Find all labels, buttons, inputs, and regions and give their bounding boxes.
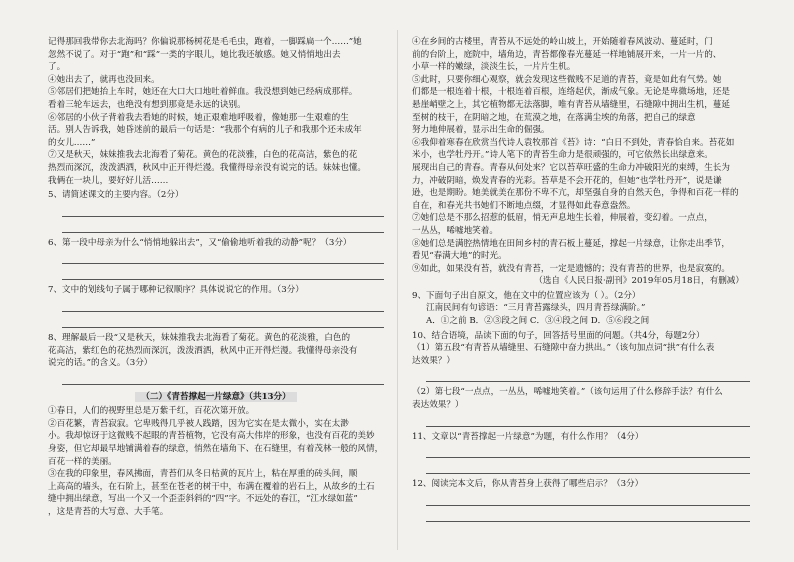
question-9: 9、下面句子出自原文，他在文中的位置应该为（ ）。（2分） bbox=[412, 290, 641, 301]
text-line: ③在我的印象里，春风拂面，青苔们从冬日枯黄的瓦片上，粘在厚重的砖头间，顺 bbox=[48, 469, 358, 480]
text-line: ⑥我仰着寒春在欣赏当代诗人袁牧那首《苔》诗：“白日不到处，青春恰自来。苔花如 bbox=[412, 137, 735, 148]
text-line: ⑧她们总是满腔热情地在田间乡村的青石板上蔓延，撑起一片绿意，让你走出季节， bbox=[412, 238, 730, 249]
question-9-quote: 江南民间有句谚语：“三月青苔露绿头，四月青苔绿满阶。” bbox=[426, 303, 646, 314]
text-line: 了。 bbox=[48, 62, 66, 73]
text-line: ⑦又是秋天，妹妹推我去北海看了菊花。黄色的花淡雅，白色的花高洁，紫色的花 bbox=[48, 150, 358, 161]
question-10-1: （1）第五段“有青苔从墙缝里、石缝隙中奋力拱出。”（该句加点词“拱”有什么表 bbox=[412, 343, 715, 354]
text-line: ⑦她们总是不那么招惹的低眉，悄无声息地生长着，伸展着，变幻着。一点点， bbox=[412, 213, 713, 224]
text-line: 们都是一根连着十根，十根连着百根，连络起伏，渐成气象。无论是卑微场地，还是 bbox=[412, 87, 730, 98]
text-line: ⑥邻居的小伙子背着我去看她的时候，她正艰难地呼吸着，像她那一生艰难的生 bbox=[48, 112, 349, 123]
text-line: 热烈而深沉，泼泼洒洒，秋风中正开得烂漫。我懂得母亲没有说完的话。妹妹也懂。 bbox=[48, 162, 366, 173]
question-11: 11、文章以“青苔撑起一片绿意”为题，有什么作用？（4分） bbox=[412, 431, 644, 442]
question-9-options: A．①之前 B．②③段之间 C．③④段之间 D．⑤⑥段之间 bbox=[426, 316, 650, 327]
left-column bbox=[48, 36, 384, 519]
text-line: ⑤邻居们把她抬上车时，她还在大口大口地吐着鲜血。我没想到她已经病成那样。 bbox=[48, 87, 358, 98]
text-line: 说完的话。”的含义。（3分） bbox=[48, 358, 153, 369]
text-line: 的女儿……” bbox=[48, 137, 96, 148]
text-line: 努力地伸展着，显示出生命的倔强。 bbox=[412, 125, 550, 136]
answer-line[interactable] bbox=[426, 446, 750, 458]
text-line: ⑤此时，只要你细心观察，就会发现这些微贱不足道的青苔，竟是如此有气势。她 bbox=[412, 74, 722, 85]
text-line: ②百花繁，青苔寂寂。它卑贱得几乎被人践踏，因为它实在是太微小，实在太渺 bbox=[48, 418, 349, 429]
answer-line[interactable] bbox=[62, 300, 384, 312]
right-column bbox=[412, 36, 750, 526]
text-line: 身姿，但它却最早地铺满着春的绿意，悄然在墙角下、在石缝里，有着茂林一般的风情， bbox=[48, 444, 384, 455]
column-divider bbox=[397, 30, 398, 550]
answer-line[interactable] bbox=[62, 221, 384, 233]
answer-line[interactable] bbox=[426, 494, 750, 506]
text-line: 自在，和春光共书她们不断地点缀，才显得如此春意盎然。 bbox=[412, 200, 636, 211]
question-5: 5、请简述课文的主要内容。（2分） bbox=[48, 190, 184, 201]
text-line: 力，冲破阴暗，焕发青春的光彩。苔草是不会开花的，但她“也学牡丹开”，说是谦 bbox=[412, 175, 722, 186]
text-line: 前的台阶上，庭院中，墙角边，青苔都像春光蔓延一样地铺展开来，一片一片的、 bbox=[412, 49, 722, 60]
question-6: 6、第一段中母亲为什么“悄悄地躲出去”，又“偷偷地听着我的动静”呢？（3分） bbox=[48, 237, 352, 248]
answer-line[interactable] bbox=[62, 268, 384, 280]
answer-line[interactable] bbox=[62, 205, 384, 217]
answer-line[interactable] bbox=[426, 370, 750, 382]
answer-line[interactable] bbox=[62, 373, 384, 385]
text-line: ①春日，人们的视野里总是万紫千红，百花次第开放。 bbox=[48, 406, 255, 417]
text-line: 小。我却惊讶于这微贱不起眼的青苔植物，它没有高大伟岸的形象，也没有百花的美妙 bbox=[48, 431, 375, 442]
text-line: 活。别人告诉我，她昏迷前的最后一句话是：“我那个有病的儿子和我那个还未成年 bbox=[48, 125, 362, 136]
text-line: 记得那回我带你去北海吗？你偏说那杨树花是毛毛虫，跑着，一脚踩扁一个……”她 bbox=[48, 37, 362, 47]
section-title: （二）《青苔撑起一片绿意》（共13分） bbox=[48, 391, 384, 404]
text-line: 百花一样的美丽。 bbox=[48, 456, 117, 467]
text-line: 一丛丛，唏嘘地笑着。 bbox=[412, 225, 498, 236]
text-line: 上高高的墙头，在石阶上，甚至在苍老的树干中，布满在覆着的岩石上，从故乡的土石 bbox=[48, 481, 375, 492]
text-line: 看见“春满大地”的时光。 bbox=[412, 251, 507, 262]
question-10-2-cont: 表达效果？） bbox=[412, 400, 464, 411]
text-line: ⑨如此，如果没有苔，就没有青苔，一定是遗憾的；没有青苔的世界，也是寂寞的。 bbox=[412, 263, 730, 274]
text-line: ④在乡间的古楼里，青苔从不远处的岭山坡上，开始随着春风波动、蔓延时，门 bbox=[412, 37, 713, 47]
text-line: 逊，也是期盼。她美就美在那份不卑不亢，却坚强自身的自然天色，争得和百花一样的 bbox=[412, 188, 739, 199]
question-10: 10、结合语境，品读下面的句子，回答括号里面的问题。（共4分，每题2分） bbox=[412, 330, 705, 341]
question-10-2: （2）第七段“一点点，一丛丛，唏嘘地笑着。”（该句运用了什么修辞手法？有什么 bbox=[412, 387, 723, 398]
answer-line[interactable] bbox=[62, 252, 384, 264]
text-line: 至树的枝干，在阴暗之地，在荒漠之地，在落满尘埃的角落，把自己的绿意 bbox=[412, 112, 696, 123]
text-line: 米小，也学牡丹开。”诗人笔下的青苔生命力是很顽强的，可它依然长出绿意来。 bbox=[412, 150, 713, 161]
text-line: ，这是青苔的大写意、大手笔。 bbox=[48, 507, 169, 518]
text-line: 花高洁，紫红色的花热烈而深沉，泼泼洒洒，秋风中正开得烂漫。我懂得母亲没有 bbox=[48, 345, 358, 356]
answer-line[interactable] bbox=[426, 462, 750, 474]
question-8: 8、理解最后一段“又是秋天，妹妹推我去北海看了菊花。黄色的花淡雅，白色的 bbox=[48, 332, 351, 343]
text-line: 悬崖峭壁之上，其它植物都无法落脚，唯有青苔从墙缝里，石缝隙中拥出生机，蔓延 bbox=[412, 99, 730, 110]
text-line: 看着三轮车远去，也绝没有想到那竟是永远的诀别。 bbox=[48, 99, 246, 110]
source-citation: （选自《人民日报·副刊》2019年05月18日，有删减） bbox=[534, 276, 744, 287]
question-7: 7、文中的划线句子属于哪种记叙顺序？具体说说它的作用。（3分） bbox=[48, 285, 304, 296]
text-line: 小草一样的嫩绿，淡淡生长，一片片生机。 bbox=[412, 62, 576, 73]
text-line: 缝中拥出绿意，写出一个又一个歪歪斜斜的“四”字。不远处的春江，“江水绿如蓝” bbox=[48, 494, 358, 505]
answer-line[interactable] bbox=[426, 415, 750, 427]
text-line: 展现出自己的青春。青春从何处来？它以苔草旺盛的生命力冲破阳光的束缚，生长为 bbox=[412, 162, 730, 173]
question-10-1-cont: 达效果？） bbox=[412, 355, 455, 366]
text-line: 忽然不说了。对于“跑”和“踩”一类的字眼儿，她比我还敏感。她又悄悄地出去 bbox=[48, 49, 341, 60]
answer-line[interactable] bbox=[62, 316, 384, 328]
text-line: 我俩在一块儿，要好好儿活…… bbox=[48, 175, 169, 186]
text-line: ④她出去了，就再也没回来。 bbox=[48, 74, 160, 85]
question-12: 12、阅读完本文后，你从青苔身上获得了哪些启示？（3分） bbox=[412, 479, 644, 490]
answer-line[interactable] bbox=[426, 510, 750, 522]
